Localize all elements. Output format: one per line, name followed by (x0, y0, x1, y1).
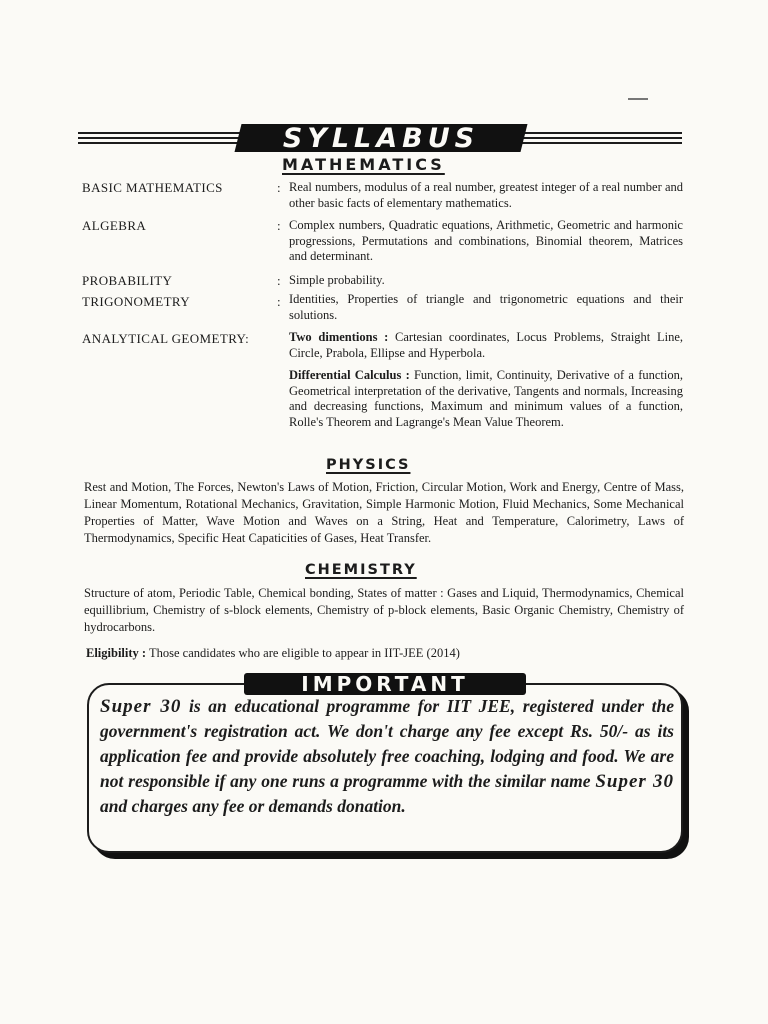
topic-basic-mathematics: BASIC MATHEMATICS (82, 180, 223, 195)
banner-rule-right (520, 132, 682, 148)
colon: : (277, 218, 281, 233)
colon: : (277, 180, 281, 195)
colon: : (277, 294, 281, 309)
desc-bold-label: Two dimentions : (289, 330, 389, 344)
syllabus-banner (78, 124, 682, 154)
topic-desc-basic-mathematics: Real numbers, modulus of a real number, greatest integer of a real number and other basic facts of elementary mathematics. (289, 180, 683, 210)
topic-desc-probability: Simple probability. (289, 273, 385, 287)
page-title: SYLLABUS (282, 123, 480, 154)
topic-desc-algebra: Complex numbers, Quadratic equations, Arithmetic, Geometric and harmonic progressions, Permutations and combinations, Binomial theorem, Matrices and determinant. (289, 218, 683, 263)
physics-heading: PHYSICS (326, 457, 411, 473)
important-notice-text (100, 694, 674, 819)
physics-text: Rest and Motion, The Forces, Newton's Laws of Motion, Friction, Circular Motion, Work and Energy, Centre of Mass, Linear Momentum, Rotational Mechanics, Gravitation, Simple Harmonic Motion, Fluid Mechanics, Some Mechanical Properties of Matter, Wave Motion and Waves on a String, Heat and Temperature, Calorimetry, Laws of Thermodynamics, Specific Heat Capaticities of Gases, Heat Transfer. (84, 480, 684, 545)
chemistry-text: Structure of atom, Periodic Table, Chemical bonding, States of matter : Gases and Liquid, Thermodynamics, Chemical equillibrium, Chemistry of s-block elements, Chemistry of p-block elements, Basic Organic Chemistry, Chemistry of hydrocarbons. (84, 586, 684, 634)
eligibility-text: Those candidates who are eligible to appear in IIT-JEE (2014) (146, 646, 460, 660)
calculus-label: Differential Calculus : (289, 368, 410, 382)
calculus-desc (289, 368, 683, 430)
topic-trigonometry: TRIGONOMETRY (82, 294, 191, 309)
colon: : (277, 273, 281, 288)
mathematics-heading: MATHEMATICS (282, 155, 445, 174)
notice-text-1: is an educational programme for IIT JEE, registered under the government's registration act. We don't charge any fee except Rs. 50/- as its application fee and provide absolutely free coaching, lodging and food. We are not responsible if any one runs a programme with the similar name (100, 696, 674, 791)
banner-rule-left (78, 132, 244, 148)
topic-desc-analytical-geometry (289, 330, 683, 361)
eligibility-label: Eligibility : (86, 646, 147, 660)
scan-mark (628, 98, 648, 100)
topic-probability: PROBABILITY (82, 273, 173, 288)
topic-algebra: ALGEBRA (82, 218, 147, 233)
chemistry-heading: CHEMISTRY (305, 562, 417, 578)
brand-name: Super 30 (595, 771, 674, 792)
topic-desc-trigonometry: Identities, Properties of triangle and trigonometric equations and their solutions. (289, 292, 683, 322)
important-heading: IMPORTANT (301, 672, 469, 696)
brand-name: Super 30 (100, 696, 182, 717)
topic-analytical-geometry: ANALYTICAL GEOMETRY: (82, 331, 250, 346)
eligibility-line (86, 646, 460, 661)
calculus-text: Function, limit, Continuity, Derivative of a function, Geometrical interpretation of the derivative, Tangents and normals, Increasing and decreasing functions, Maximum and minimum values of a function, Rolle's Theorem and Lagrange's Mean Value Theorem. (289, 368, 683, 429)
notice-text-2: and charges any fee or demands donation. (100, 796, 406, 816)
desc-text: Cartesian coordinates, Locus Problems, Straight Line, Circle, Prabola, Ellipse and Hyperbola. (289, 330, 683, 360)
